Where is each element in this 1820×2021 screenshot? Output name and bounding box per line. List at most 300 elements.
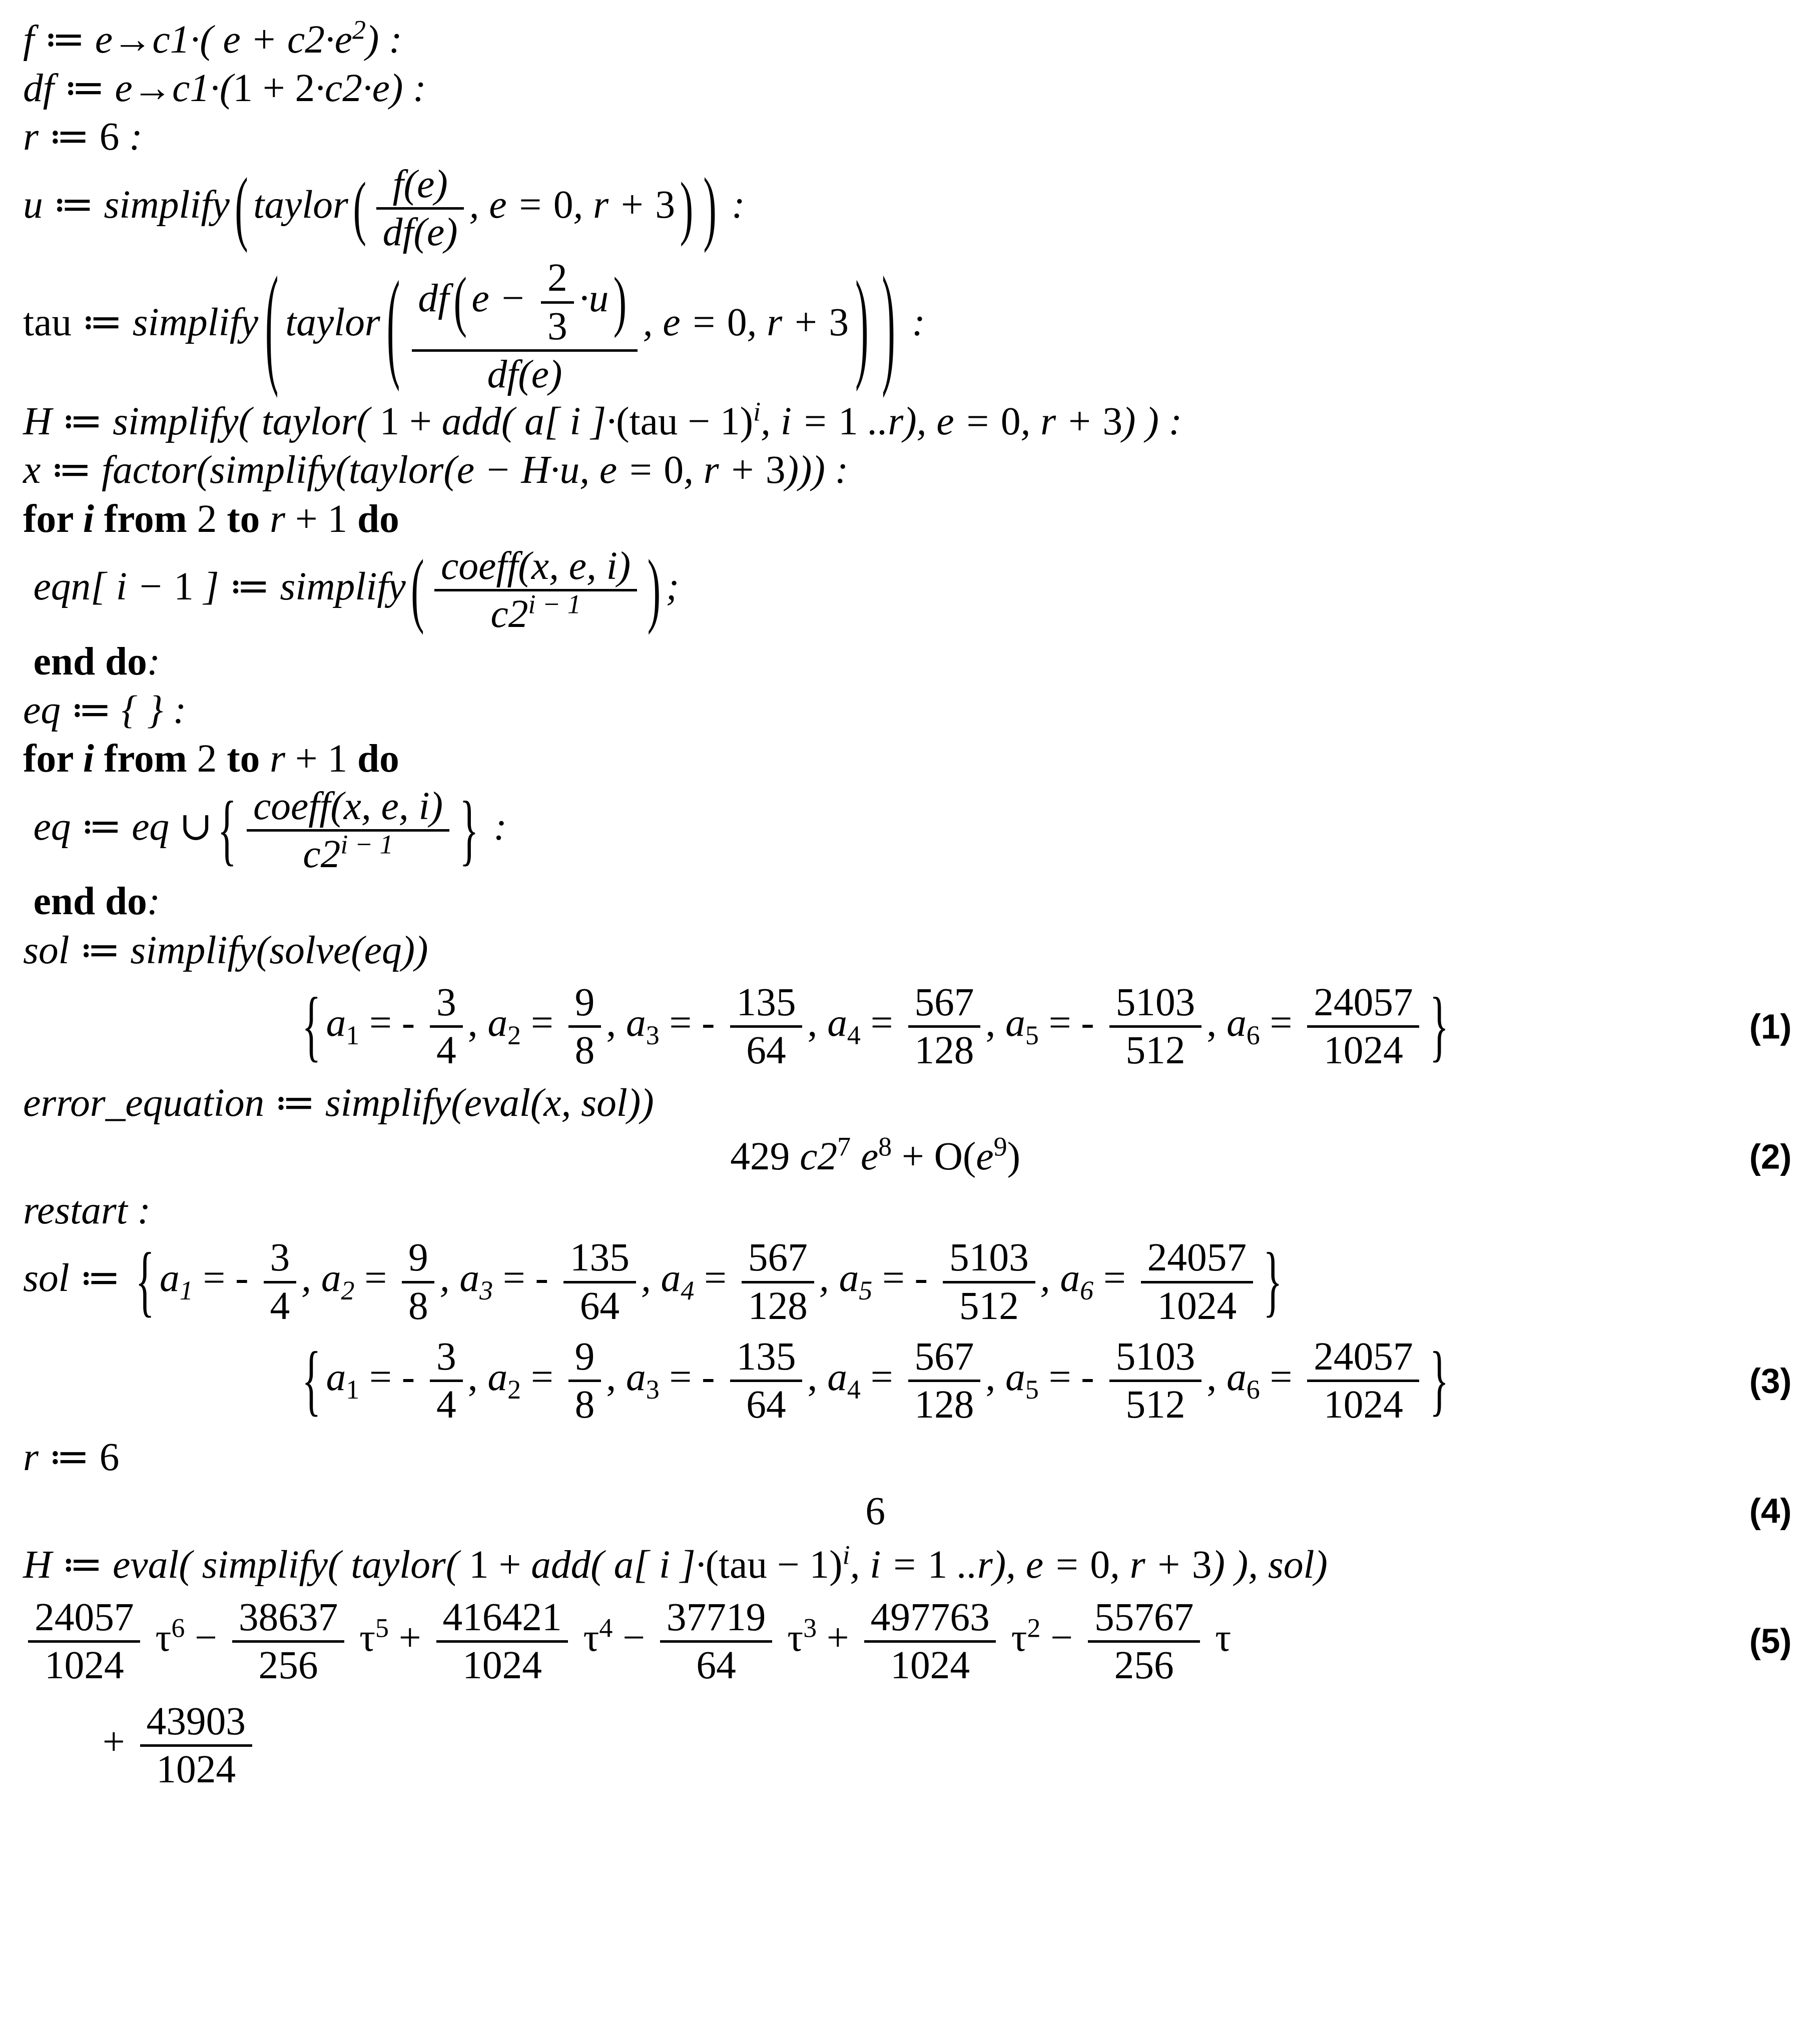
math-text-upright: = xyxy=(354,1256,397,1300)
result xyxy=(23,1334,1727,1428)
bracket: { xyxy=(302,982,321,1070)
math-text: coeff(x, e, i) xyxy=(441,544,631,588)
equation-label: (3) xyxy=(1749,1361,1792,1401)
math-identifier: a xyxy=(1005,1001,1025,1045)
fraction xyxy=(730,1334,803,1428)
subscript: 2 xyxy=(507,1020,521,1050)
output-line xyxy=(23,1693,1820,1797)
math-text: sol ≔ xyxy=(23,1256,131,1300)
bracket: } xyxy=(459,786,479,874)
math-text-upright: 4 xyxy=(270,1283,290,1328)
math-text-upright: 9 xyxy=(408,1235,428,1280)
denominator xyxy=(140,1747,252,1792)
math-text: e − xyxy=(471,276,536,321)
bracket: ( xyxy=(265,250,279,400)
math-text: df(e) xyxy=(382,210,458,254)
fraction xyxy=(140,1699,252,1793)
denominator xyxy=(1109,1028,1201,1073)
denominator xyxy=(742,1283,814,1329)
command xyxy=(23,1188,151,1232)
output-line xyxy=(23,1329,1820,1433)
denominator xyxy=(660,1643,772,1688)
numerator xyxy=(232,1595,344,1643)
denominator xyxy=(541,304,573,349)
command xyxy=(34,639,161,684)
fraction xyxy=(28,1595,140,1689)
numerator xyxy=(568,980,601,1028)
math-text: 497763 xyxy=(870,1595,990,1639)
subscript: 1 xyxy=(179,1275,193,1306)
input-line xyxy=(23,877,1820,926)
keyword: to xyxy=(217,737,270,781)
equation-label: (4) xyxy=(1749,1491,1792,1531)
keyword: do xyxy=(357,737,399,781)
math-text: 512 xyxy=(1125,1383,1185,1427)
superscript: i − 1 xyxy=(340,829,393,860)
math-text: 4 xyxy=(436,1028,456,1073)
math-identifier: e xyxy=(860,1134,879,1179)
math-text-upright: + 1 xyxy=(285,496,358,541)
denominator xyxy=(1088,1643,1200,1688)
input-line xyxy=(23,397,1820,446)
math-text: 3 xyxy=(436,980,456,1025)
math-text: , r + xyxy=(573,182,656,227)
math-text: 135 xyxy=(736,980,796,1025)
fraction xyxy=(436,1595,568,1689)
command xyxy=(23,1540,1328,1587)
superscript: 5 xyxy=(375,1613,389,1643)
math-text: , a xyxy=(641,1256,681,1300)
input-line xyxy=(23,637,1820,686)
math-text: ))) : xyxy=(785,448,849,492)
math-text-upright: 3 xyxy=(765,448,786,492)
numerator xyxy=(376,162,464,210)
math-text: taylor xyxy=(253,182,348,227)
math-text: 6 xyxy=(865,1489,885,1533)
math-text: , xyxy=(606,1001,627,1045)
math-text-upright: 512 xyxy=(959,1283,1019,1328)
denominator xyxy=(864,1643,996,1688)
numerator xyxy=(1109,1334,1201,1382)
math-text: 9 xyxy=(574,1334,595,1379)
math-text: , xyxy=(807,1355,828,1400)
numerator xyxy=(563,1235,636,1283)
bracket: ( xyxy=(353,168,367,248)
math-text: add( a[ i ]· xyxy=(531,1543,706,1587)
math-text: ·c2·e) : xyxy=(315,66,426,111)
math-text: c2 xyxy=(303,832,341,876)
numerator xyxy=(943,1235,1035,1283)
denominator xyxy=(568,1382,601,1428)
subscript: 4 xyxy=(681,1275,695,1306)
math-text: + xyxy=(102,1719,135,1764)
math-text: 64 xyxy=(696,1643,736,1687)
math-text-upright: 3 xyxy=(270,1235,290,1280)
math-text-upright: 6 xyxy=(99,115,120,159)
numerator xyxy=(1109,980,1201,1028)
math-text: ·u xyxy=(578,276,609,321)
input-line xyxy=(23,113,1820,161)
math-text-upright: 1 xyxy=(174,564,194,609)
math-text: 429 xyxy=(730,1134,800,1179)
fraction xyxy=(908,980,981,1074)
keyword: from xyxy=(94,496,197,541)
math-text: + O( xyxy=(892,1134,976,1179)
denominator xyxy=(908,1028,981,1073)
input-line xyxy=(23,1541,1820,1589)
superscript: 8 xyxy=(878,1131,892,1162)
bracket: ( xyxy=(386,257,400,394)
math-text: restart : xyxy=(23,1188,151,1232)
math-text: τ xyxy=(777,1615,804,1660)
input-line xyxy=(23,926,1820,975)
result xyxy=(23,980,1727,1074)
command xyxy=(23,161,745,254)
math-text: 24057 xyxy=(1314,980,1413,1025)
math-text xyxy=(851,1134,861,1178)
math-text: sol ≔ simplify(solve(eq)) xyxy=(23,928,428,972)
math-text: ; xyxy=(666,564,680,609)
math-text: = - xyxy=(1038,1001,1104,1045)
math-text: , xyxy=(807,1001,828,1045)
math-identifier: a xyxy=(827,1355,847,1400)
math-text-upright: 64 xyxy=(579,1283,620,1328)
fraction xyxy=(864,1595,996,1689)
math-text-upright: = xyxy=(694,1256,737,1300)
math-text: + xyxy=(389,1615,431,1660)
keyword: do xyxy=(357,496,399,541)
math-identifier: a xyxy=(326,1355,346,1400)
math-text: simplify xyxy=(132,300,259,345)
numerator xyxy=(730,980,803,1028)
bracket: ( xyxy=(235,161,248,254)
superscript: 2 xyxy=(352,15,366,45)
math-text-upright: (tau − 1) xyxy=(616,399,754,444)
input-line xyxy=(23,543,1820,637)
math-text: : xyxy=(902,300,925,345)
fraction xyxy=(1109,980,1201,1074)
math-text: , i = xyxy=(850,1543,928,1587)
math-text-upright: 1 + 2 xyxy=(233,66,315,111)
numerator xyxy=(541,255,573,303)
command xyxy=(23,250,925,400)
numerator xyxy=(1141,1235,1253,1283)
math-text-upright: 567 xyxy=(748,1235,808,1280)
math-text: : xyxy=(147,639,161,684)
keyword: for xyxy=(23,496,83,541)
math-identifier: a xyxy=(326,1001,346,1045)
math-text-upright: 0 xyxy=(727,300,747,345)
math-text-upright: 1 + xyxy=(369,399,442,444)
math-text-upright: = - xyxy=(193,1256,259,1300)
math-text: H ≔ eval( simplify( taylor( xyxy=(23,1543,459,1587)
bracket: ) xyxy=(613,264,627,339)
math-text: 8 xyxy=(574,1383,595,1427)
denominator xyxy=(1307,1382,1419,1428)
math-text-upright: 128 xyxy=(748,1283,808,1328)
superscript: 3 xyxy=(803,1613,817,1643)
superscript: i − 1 xyxy=(528,589,581,619)
math-text: 24057 xyxy=(35,1595,134,1639)
math-text: : xyxy=(147,879,161,924)
math-text: 256 xyxy=(258,1643,318,1687)
result xyxy=(23,1699,257,1791)
fraction xyxy=(660,1595,772,1689)
bracket: } xyxy=(1263,1237,1283,1325)
math-text: = xyxy=(521,1001,563,1045)
numerator xyxy=(908,1334,981,1382)
math-text: τ xyxy=(349,1615,376,1660)
math-text: ) ), sol) xyxy=(1211,1543,1328,1587)
math-identifier: a xyxy=(1005,1355,1025,1400)
numerator xyxy=(430,980,462,1028)
math-text: , e = xyxy=(469,182,553,227)
fraction xyxy=(1307,980,1419,1074)
command xyxy=(33,784,507,876)
math-text: , r + xyxy=(747,300,829,345)
math-text: = xyxy=(1260,1001,1303,1045)
input-line xyxy=(23,686,1820,735)
math-text: − xyxy=(1040,1615,1083,1660)
fraction xyxy=(376,162,464,256)
math-text: − xyxy=(185,1615,227,1660)
math-text: τ xyxy=(573,1615,599,1660)
math-text-upright: 0 xyxy=(1000,399,1021,444)
numerator xyxy=(742,1235,814,1283)
math-text: coeff(x, e, i) xyxy=(253,784,443,828)
subscript: 1 xyxy=(346,1020,360,1050)
math-text: 64 xyxy=(746,1383,786,1427)
math-text: , xyxy=(1206,1355,1227,1400)
math-text: 1024 xyxy=(890,1643,970,1687)
math-text-upright: 3 xyxy=(547,304,567,348)
math-text: 3 xyxy=(436,1334,456,1379)
math-text: : xyxy=(722,182,745,227)
math-text: , xyxy=(1206,1001,1227,1045)
math-text: ) ) : xyxy=(1122,399,1182,444)
fraction xyxy=(430,1334,462,1428)
fraction xyxy=(232,1595,344,1689)
math-text: , r + xyxy=(1110,1543,1192,1587)
math-text: 1024 xyxy=(462,1643,542,1687)
denominator xyxy=(402,1283,434,1329)
math-text: : xyxy=(119,115,143,159)
output-line xyxy=(23,1127,1820,1186)
math-text: 64 xyxy=(746,1028,786,1073)
input-line xyxy=(23,1433,1820,1482)
numerator xyxy=(568,1334,601,1382)
command xyxy=(23,115,143,159)
superscript: 6 xyxy=(171,1613,185,1643)
equation-label: (5) xyxy=(1749,1621,1792,1661)
fraction xyxy=(247,784,449,878)
fraction xyxy=(430,980,462,1074)
math-text: eq ≔ eq ∪ xyxy=(33,804,213,849)
fraction xyxy=(1307,1334,1419,1428)
math-text: , a xyxy=(301,1256,341,1300)
numerator xyxy=(412,255,638,352)
numerator xyxy=(430,1334,462,1382)
denominator xyxy=(434,591,637,637)
numerator xyxy=(140,1699,252,1747)
subscript: 6 xyxy=(1246,1020,1260,1050)
math-text-upright: 6 xyxy=(99,1435,120,1479)
math-text: 416421 xyxy=(442,1595,562,1639)
superscript: i xyxy=(842,1540,850,1570)
math-text: 24057 xyxy=(1314,1334,1413,1379)
numerator xyxy=(247,784,449,832)
math-text: − xyxy=(613,1615,655,1660)
math-text: , a xyxy=(819,1256,859,1300)
math-text: 43903 xyxy=(146,1699,246,1743)
denominator xyxy=(568,1028,601,1073)
math-text-upright: 24057 xyxy=(1147,1235,1247,1280)
math-text: 1024 xyxy=(1324,1383,1403,1427)
math-text-upright: 2 xyxy=(197,496,217,541)
math-text: 8 xyxy=(574,1028,595,1073)
math-text: , xyxy=(467,1001,488,1045)
input-line xyxy=(23,784,1820,878)
math-text-upright: 8 xyxy=(408,1283,428,1328)
keyword: to xyxy=(217,496,270,541)
math-text: 37719 xyxy=(666,1595,766,1639)
input-line xyxy=(23,64,1820,113)
input-line xyxy=(23,735,1820,783)
math-text: 128 xyxy=(914,1028,974,1073)
math-text-upright: + 1 xyxy=(285,737,358,781)
math-text: = - xyxy=(659,1355,725,1400)
math-text: 256 xyxy=(1114,1643,1174,1687)
result xyxy=(23,1487,1727,1536)
math-text: τ xyxy=(1001,1615,1027,1660)
math-text: 135 xyxy=(736,1334,796,1379)
numerator xyxy=(1088,1595,1200,1643)
output-line xyxy=(23,975,1820,1079)
numerator xyxy=(402,1235,434,1283)
math-text: df(e) xyxy=(487,352,562,396)
math-text-upright: 0 xyxy=(664,448,684,492)
command xyxy=(23,1435,119,1479)
math-text: = xyxy=(860,1001,903,1045)
math-text: , r + xyxy=(684,448,766,492)
fraction xyxy=(742,1235,814,1329)
input-line xyxy=(23,1235,1820,1329)
bracket: ( xyxy=(411,543,424,636)
fraction xyxy=(1088,1595,1200,1689)
denominator xyxy=(1141,1283,1253,1329)
math-text: f ≔ e→c1·( e + c2·e xyxy=(23,17,352,62)
bracket: ( xyxy=(453,264,467,339)
subscript: 5 xyxy=(859,1275,873,1306)
math-text: ..r), e = xyxy=(947,1543,1090,1587)
math-text: 567 xyxy=(914,1334,974,1379)
math-text: : xyxy=(483,804,507,849)
command xyxy=(23,1235,1288,1328)
math-text: 4 xyxy=(436,1383,456,1427)
subscript: 6 xyxy=(1246,1375,1260,1405)
math-text: , a xyxy=(439,1256,480,1300)
fraction xyxy=(943,1235,1035,1329)
math-text: 1024 xyxy=(1324,1028,1403,1073)
bracket: } xyxy=(1429,1336,1449,1425)
numerator xyxy=(436,1595,568,1643)
math-text: , r + xyxy=(1020,399,1103,444)
bracket: ) xyxy=(882,250,895,400)
fraction xyxy=(568,980,601,1074)
math-identifier: a xyxy=(1227,1001,1247,1045)
math-text: add( a[ i ]· xyxy=(441,399,617,444)
command xyxy=(23,66,426,110)
math-text: τ xyxy=(1205,1615,1232,1660)
subscript: 2 xyxy=(507,1375,521,1405)
input-line xyxy=(23,1186,1820,1235)
fraction xyxy=(434,543,637,637)
math-identifier: e xyxy=(976,1134,994,1179)
fraction xyxy=(412,255,638,397)
math-text: 128 xyxy=(914,1383,974,1427)
keyword: end do xyxy=(33,879,147,924)
fraction xyxy=(264,1235,296,1329)
bracket: ) xyxy=(647,543,661,636)
math-text: 5103 xyxy=(1115,1334,1195,1379)
math-text: u ≔ simplify xyxy=(23,182,230,227)
math-text-upright: 3 xyxy=(1191,1543,1212,1587)
math-text: , e = xyxy=(643,300,727,345)
subscript: 3 xyxy=(479,1275,493,1306)
math-text-upright: 3 xyxy=(829,300,849,345)
denominator xyxy=(730,1028,803,1073)
math-text: f(e) xyxy=(392,162,448,206)
math-text-upright: 1 xyxy=(838,399,858,444)
math-text: 38637 xyxy=(238,1595,338,1639)
math-text: eqn[ i − xyxy=(33,564,174,609)
math-text: error_equation ≔ simplify(eval(x, sol)) xyxy=(23,1080,654,1125)
math-text-upright: 135 xyxy=(569,1235,630,1280)
input-line xyxy=(23,250,1820,400)
math-text: x ≔ factor(simplify(taylor(e − H·u, e = xyxy=(23,448,664,492)
math-text: = xyxy=(1260,1355,1303,1400)
subscript: 3 xyxy=(646,1375,660,1405)
denominator xyxy=(232,1643,344,1688)
subscript: 6 xyxy=(1080,1275,1094,1306)
superscript: 9 xyxy=(993,1131,1007,1162)
math-text: a xyxy=(160,1256,180,1300)
command xyxy=(34,879,161,923)
math-text: , xyxy=(985,1001,1006,1045)
fraction xyxy=(1109,1334,1201,1428)
numerator xyxy=(864,1595,996,1643)
command xyxy=(23,497,399,541)
math-identifier: a xyxy=(487,1355,508,1400)
math-identifier: c2 xyxy=(800,1134,838,1179)
denominator xyxy=(1109,1382,1201,1428)
superscript: 4 xyxy=(599,1613,613,1643)
math-text-upright: 3 xyxy=(1102,399,1123,444)
math-text: , i = xyxy=(761,399,839,444)
fraction xyxy=(568,1334,601,1428)
math-text: , xyxy=(606,1355,627,1400)
equation-label: (2) xyxy=(1749,1137,1792,1176)
command xyxy=(23,688,186,732)
math-text: , a xyxy=(1040,1256,1080,1300)
fraction xyxy=(730,980,803,1074)
math-text: 567 xyxy=(914,980,974,1025)
fraction xyxy=(563,1235,636,1329)
input-line xyxy=(23,162,1820,256)
math-text-upright: 1 + xyxy=(459,1543,531,1587)
math-text: 55767 xyxy=(1094,1595,1194,1639)
denominator xyxy=(1307,1028,1419,1073)
